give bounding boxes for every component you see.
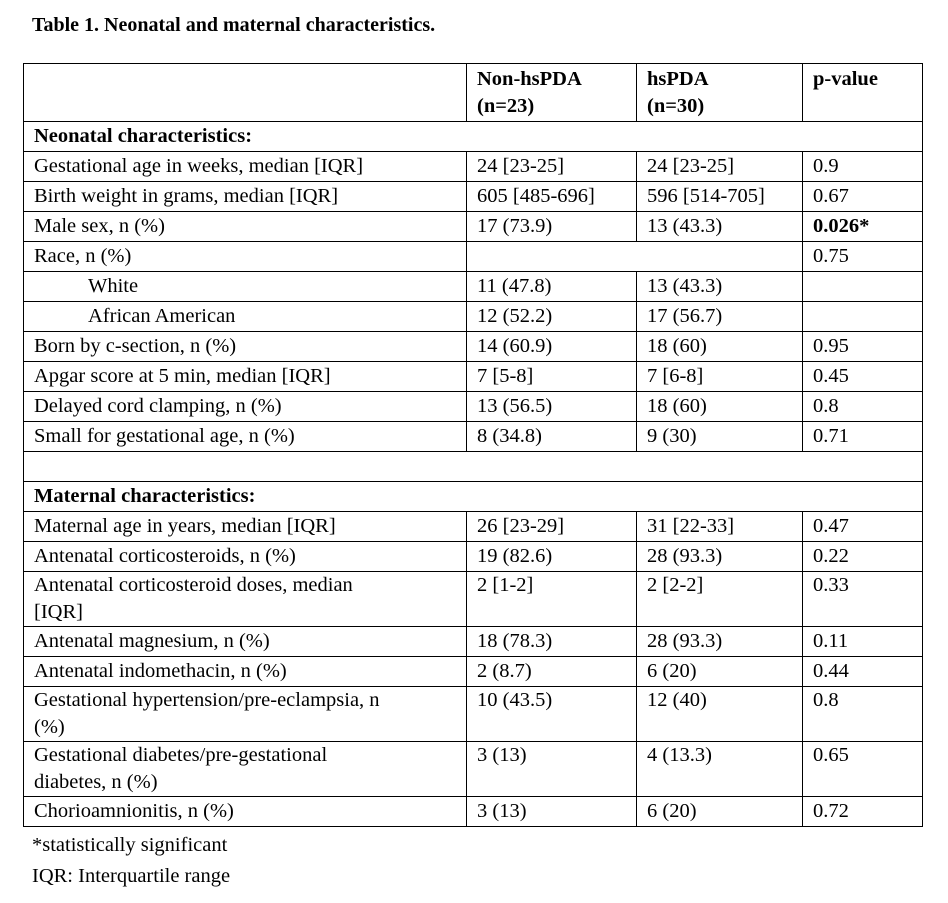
- header-row: [24, 64, 923, 122]
- table-row: [24, 422, 923, 452]
- p-value: 0.95: [803, 332, 923, 362]
- row-label: Antenatal corticosteroids, n (%): [24, 542, 467, 572]
- row-label: Gestational age in weeks, median [IQR]: [24, 152, 467, 182]
- table-row: [24, 152, 923, 182]
- non-hspda-value: 24 [23-25]: [467, 152, 637, 182]
- p-value: [803, 302, 923, 332]
- hspda-value: 28 (93.3): [637, 542, 803, 572]
- table-row: [24, 797, 923, 827]
- non-hspda-value: 17 (73.9): [467, 212, 637, 242]
- non-hspda-value: 12 (52.2): [467, 302, 637, 332]
- p-value: 0.33: [803, 572, 923, 627]
- table-row: [24, 182, 923, 212]
- row-label: Male sex, n (%): [24, 212, 467, 242]
- footnote-iqr: IQR: Interquartile range: [32, 865, 231, 887]
- empty-value: [467, 242, 803, 272]
- hspda-value: 28 (93.3): [637, 627, 803, 657]
- hspda-value: 2 [2-2]: [637, 572, 803, 627]
- table-row: [24, 362, 923, 392]
- row-label: Gestational diabetes/pre-gestational diabetes, n (%): [24, 742, 467, 797]
- non-hspda-value: 14 (60.9): [467, 332, 637, 362]
- section-row-neonatal: [24, 122, 923, 152]
- p-value: 0.44: [803, 657, 923, 687]
- non-hspda-value: 13 (56.5): [467, 392, 637, 422]
- p-value: 0.65: [803, 742, 923, 797]
- hspda-value: 18 (60): [637, 392, 803, 422]
- non-hspda-value: 26 [23-29]: [467, 512, 637, 542]
- characteristics-table: [23, 63, 923, 827]
- header-non-hspda: Non-hsPDA (n=23): [467, 64, 637, 122]
- row-label: Delayed cord clamping, n (%): [24, 392, 467, 422]
- hspda-value: 6 (20): [637, 797, 803, 827]
- hspda-value: 7 [6-8]: [637, 362, 803, 392]
- hspda-value: 6 (20): [637, 657, 803, 687]
- p-value: 0.71: [803, 422, 923, 452]
- table-row: [24, 657, 923, 687]
- section-label: Neonatal characteristics:: [24, 122, 923, 152]
- hspda-value: 12 (40): [637, 687, 803, 742]
- table-row: [24, 512, 923, 542]
- table-row: [24, 542, 923, 572]
- hspda-value: 9 (30): [637, 422, 803, 452]
- row-label: Small for gestational age, n (%): [24, 422, 467, 452]
- p-value: 0.67: [803, 182, 923, 212]
- hspda-value: 17 (56.7): [637, 302, 803, 332]
- table-row: [24, 302, 923, 332]
- p-value: 0.8: [803, 392, 923, 422]
- table-row: [24, 742, 923, 797]
- blank-cell: [24, 452, 923, 482]
- table-row: [24, 242, 923, 272]
- section-label: Maternal characteristics:: [24, 482, 923, 512]
- row-label-sub: White: [24, 272, 467, 302]
- p-value: 0.75: [803, 242, 923, 272]
- hspda-value: 596 [514-705]: [637, 182, 803, 212]
- p-value: 0.47: [803, 512, 923, 542]
- table-row: [24, 687, 923, 742]
- row-label: Gestational hypertension/pre-eclampsia, n (%): [24, 687, 467, 742]
- p-value: 0.45: [803, 362, 923, 392]
- hspda-value: 13 (43.3): [637, 272, 803, 302]
- non-hspda-value: 3 (13): [467, 797, 637, 827]
- header-hspda: hsPDA (n=30): [637, 64, 803, 122]
- non-hspda-value: 2 [1-2]: [467, 572, 637, 627]
- non-hspda-value: 3 (13): [467, 742, 637, 797]
- hspda-value: 18 (60): [637, 332, 803, 362]
- table-row: [24, 627, 923, 657]
- row-label: Chorioamnionitis, n (%): [24, 797, 467, 827]
- row-label: Race, n (%): [24, 242, 467, 272]
- row-label: Antenatal indomethacin, n (%): [24, 657, 467, 687]
- table-row: [24, 332, 923, 362]
- p-value: 0.11: [803, 627, 923, 657]
- non-hspda-value: 18 (78.3): [467, 627, 637, 657]
- header-empty-cell: [24, 64, 467, 122]
- table-title: Table 1. Neonatal and maternal characteristics.: [32, 14, 436, 36]
- hspda-value: 31 [22-33]: [637, 512, 803, 542]
- row-label: Apgar score at 5 min, median [IQR]: [24, 362, 467, 392]
- table-row: [24, 572, 923, 627]
- row-label: Birth weight in grams, median [IQR]: [24, 182, 467, 212]
- non-hspda-value: 605 [485-696]: [467, 182, 637, 212]
- p-value: 0.9: [803, 152, 923, 182]
- p-value: 0.22: [803, 542, 923, 572]
- table-row: [24, 212, 923, 242]
- non-hspda-value: 8 (34.8): [467, 422, 637, 452]
- header-p-value: p-value: [803, 64, 923, 122]
- table-row: [24, 392, 923, 422]
- row-label: Born by c-section, n (%): [24, 332, 467, 362]
- p-value: 0.8: [803, 687, 923, 742]
- hspda-value: 4 (13.3): [637, 742, 803, 797]
- hspda-value: 13 (43.3): [637, 212, 803, 242]
- hspda-value: 24 [23-25]: [637, 152, 803, 182]
- p-value: [803, 272, 923, 302]
- non-hspda-value: 2 (8.7): [467, 657, 637, 687]
- row-label: Antenatal corticosteroid doses, median [IQR]: [24, 572, 467, 627]
- row-label-sub: African American: [24, 302, 467, 332]
- non-hspda-value: 11 (47.8): [467, 272, 637, 302]
- p-value-significant: 0.026*: [803, 212, 923, 242]
- footnote-significance: *statistically significant: [32, 834, 228, 856]
- table-row: [24, 272, 923, 302]
- non-hspda-value: 10 (43.5): [467, 687, 637, 742]
- p-value: 0.72: [803, 797, 923, 827]
- non-hspda-value: 19 (82.6): [467, 542, 637, 572]
- row-label: Maternal age in years, median [IQR]: [24, 512, 467, 542]
- section-row-maternal: [24, 482, 923, 512]
- blank-spacer-row: [24, 452, 923, 482]
- non-hspda-value: 7 [5-8]: [467, 362, 637, 392]
- row-label: Antenatal magnesium, n (%): [24, 627, 467, 657]
